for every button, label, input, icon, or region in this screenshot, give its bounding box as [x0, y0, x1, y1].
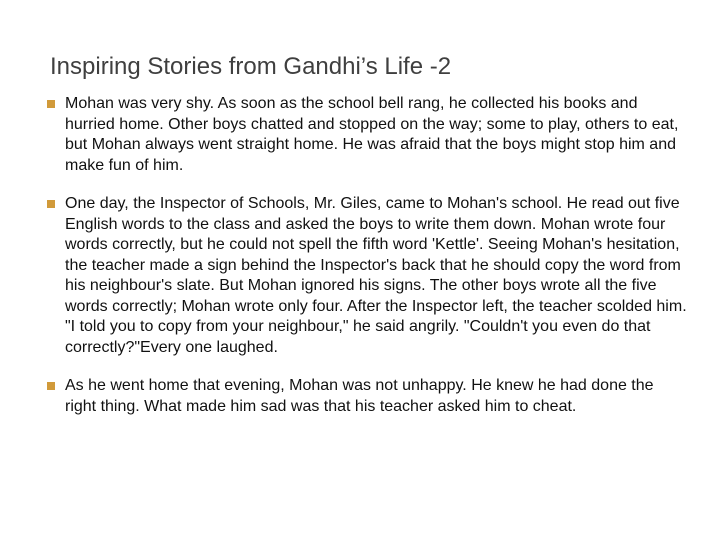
- square-bullet-icon: [47, 100, 55, 108]
- square-bullet-icon: [47, 200, 55, 208]
- bullet-item-went-home: [47, 376, 687, 417]
- bullet-list: [47, 94, 687, 435]
- bullet-item-inspector: [47, 194, 687, 358]
- square-bullet-icon: [47, 382, 55, 390]
- slide-title: Inspiring Stories from Gandhi’s Life -2: [50, 53, 452, 80]
- bullet-item-shy: [47, 94, 687, 176]
- bullet-text: Mohan was very shy. As soon as the school bell rang, he collected his books and hurried home. Other boys chatted and stopped on the way; some to play, others to eat, but Mohan always went straight home. He was afraid that the boys might stop him and make fun of him.: [65, 95, 679, 174]
- bullet-text: One day, the Inspector of Schools, Mr. Giles, came to Mohan's school. He read out five English words to the class and asked the boys to write them down. Mohan wrote four words correctly, but he could not spell the fifth word 'Kettle'. Seeing Mohan's hesitation, the teacher made a sign behind the Inspector's back that he should copy the word from his neighbour's slate. But Mohan ignored his signs. The other boys wrote all the five words correctly; Mohan wrote only four. After the Inspector left, the teacher scolded him. "I told you to copy from your neighbour," he said angrily. "Couldn't you even do that correctly?"Every one laughed.: [65, 195, 687, 356]
- bullet-text: As he went home that evening, Mohan was not unhappy. He knew he had done the right thing. What made him sad was that his teacher asked him to cheat.: [65, 377, 654, 415]
